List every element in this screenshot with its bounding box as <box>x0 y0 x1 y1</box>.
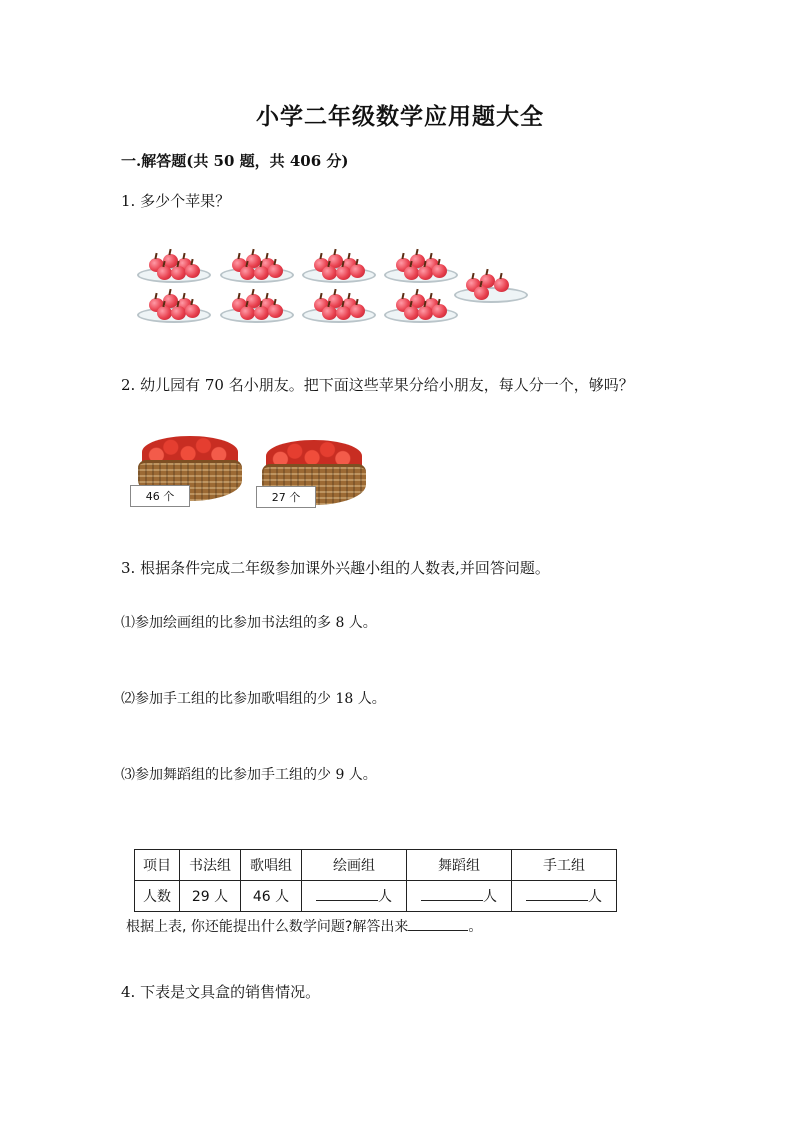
page-title: 小学二年级数学应用题大全 <box>256 103 544 130</box>
apple-icon <box>322 306 337 320</box>
apple-icon <box>268 304 283 318</box>
condition-2: ⑵参加手工组的比参加歌唱组的少 18 人。 <box>121 691 386 707</box>
apple-icon <box>418 266 433 280</box>
apple-plate <box>135 288 213 328</box>
table-note-suffix: 。 <box>468 919 483 935</box>
apple-icon <box>157 266 172 280</box>
condition-1: ⑴参加绘画组的比参加书法组的多 8 人。 <box>121 615 377 631</box>
table-header-cell: 项目 <box>135 850 180 881</box>
apple-icon <box>157 306 172 320</box>
table-row-label: 人数 <box>135 881 180 912</box>
question-4-text: 4. 下表是文具盒的销售情况。 <box>121 983 321 1001</box>
section-heading: 一.解答题(共 50 题，共 406 分) <box>121 152 349 170</box>
table-header-cell: 绘画组 <box>302 850 407 881</box>
table-note-prefix: 根据上表, 你还能提出什么数学问题?解答出来 <box>126 919 409 935</box>
condition-3: ⑶参加舞蹈组的比参加手工组的少 9 人。 <box>121 767 377 783</box>
basket-left-label: 46 个 <box>130 485 190 507</box>
apple-icon <box>268 264 283 278</box>
apple-plate <box>452 268 530 308</box>
question-3-text: 3. 根据条件完成二年级参加课外兴趣小组的人数表,并回答问题。 <box>121 559 550 577</box>
interest-group-table <box>134 849 617 912</box>
apple-icon <box>350 304 365 318</box>
apple-icon <box>171 306 186 320</box>
apple-plate <box>382 248 460 288</box>
apple-plate <box>300 248 378 288</box>
apple-plate <box>135 248 213 288</box>
answer-blank[interactable] <box>408 916 468 931</box>
table-blank-cell[interactable] <box>302 881 407 912</box>
table-blank-cell[interactable] <box>512 881 617 912</box>
blank-unit: 人 <box>378 889 392 905</box>
apple-icon <box>418 306 433 320</box>
apple-plate <box>300 288 378 328</box>
apple-icon <box>350 264 365 278</box>
blank-unit: 人 <box>483 889 497 905</box>
table-header-row <box>135 850 617 881</box>
apple-icon <box>254 306 269 320</box>
apple-icon <box>474 286 489 300</box>
apple-plate <box>382 288 460 328</box>
apple-icon <box>432 264 447 278</box>
apple-icon <box>322 266 337 280</box>
apple-icon <box>336 306 351 320</box>
table-cell: 46 人 <box>241 881 302 912</box>
apple-icon <box>240 306 255 320</box>
table-header-cell: 书法组 <box>180 850 241 881</box>
table-header-cell: 手工组 <box>512 850 617 881</box>
apple-icon <box>171 266 186 280</box>
table-row <box>135 881 617 912</box>
apple-icon <box>254 266 269 280</box>
table-note <box>126 916 482 936</box>
apple-icon <box>494 278 509 292</box>
table-header-cell: 舞蹈组 <box>407 850 512 881</box>
table-header-cell: 歌唱组 <box>241 850 302 881</box>
apple-plates-image <box>130 240 550 335</box>
apple-icon <box>240 266 255 280</box>
table-blank-cell[interactable] <box>407 881 512 912</box>
apple-icon <box>432 304 447 318</box>
blank-unit: 人 <box>588 889 602 905</box>
apple-icon <box>185 304 200 318</box>
apple-plate <box>218 248 296 288</box>
apple-icon <box>185 264 200 278</box>
question-1-text: 1. 多少个苹果？ <box>121 192 231 210</box>
apple-icon <box>336 266 351 280</box>
apple-plate <box>218 288 296 328</box>
apple-icon <box>404 266 419 280</box>
apple-icon <box>404 306 419 320</box>
basket-right-label: 27 个 <box>256 486 316 508</box>
question-2-text: 2. 幼儿园有 70 名小朋友。把下面这些苹果分给小朋友，每人分一个，够吗？ <box>121 376 634 394</box>
table-cell: 29 人 <box>180 881 241 912</box>
